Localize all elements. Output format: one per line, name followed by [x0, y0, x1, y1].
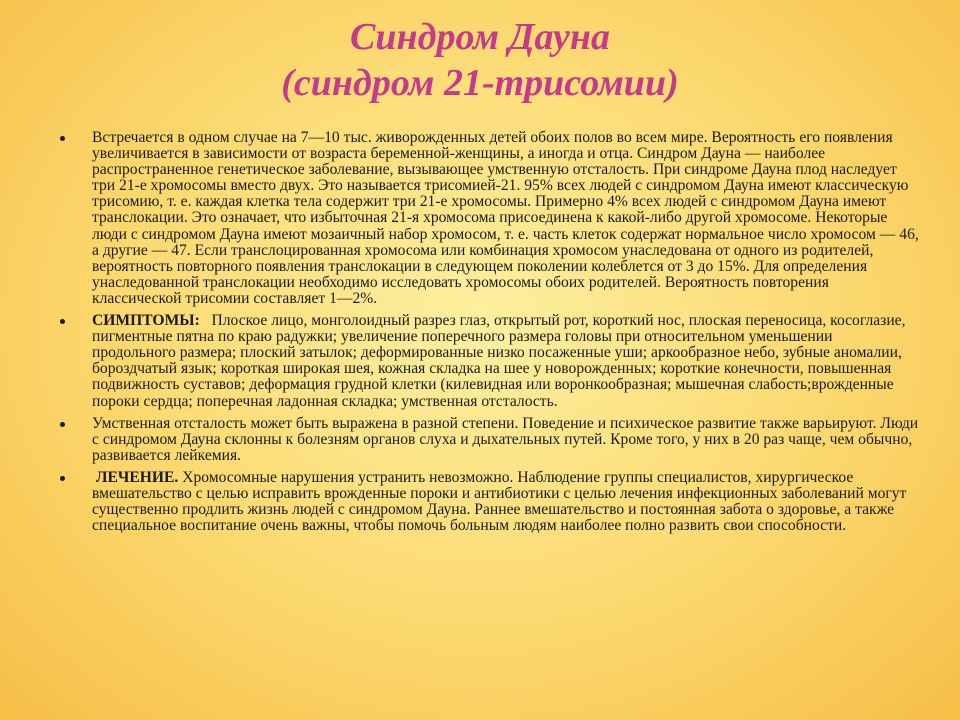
title-line-1: Синдром Дауна [350, 16, 610, 58]
bullet-dot-icon [60, 422, 65, 427]
bullet-prevalence [60, 130, 920, 307]
title-line-2: (синдром 21-трисомии) [281, 62, 679, 104]
slide-title [0, 14, 960, 106]
symptoms-heading: СИМПТОМЫ: [92, 312, 200, 330]
bullet-mental-retardation [60, 416, 920, 464]
bullet-text: Встречается в одном случае на 7—10 тыс. живорожденных детей обоих полов во всем мире. Вероятность его появления увеличивается в зависимости от возраста беременной-женщины, а иногда и отца. Синдром Дауна — наиболее распространенное генетическое заболевание, вызывающее умственную отсталость. При синдроме Дауна плод наследует три 21-е хромосомы вместо двух. Это называется трисомией-21. 95% всех людей с синдромом Дауна имеют классическую трисомию, т. е. каждая клетка тела содержит три 21-е хромосомы. Примерно 4% всех людей с синдромом Дауна имеют транслокации. Это означает, что избыточная 21-я хромосома присоединена к какой-либо другой хромосоме. Некоторые люди с синдромом Дауна имеют мозаичный набор хромосом, т. е. часть клеток содержат нормальное число хромосом — 46, а другие — 47. Если транслоцированная хромосома или комбинация хромосом унаследована от одного из родителей, вероятность повторного появления транслокации в следующем поколении колеблется от 3 до 15%. Для определения унаследованной транслокации необходимо исследовать хромосомы обоих родителей. Вероятность повторения классической трисомии составляет 1—2%. [92, 129, 919, 307]
bullet-dot-icon [60, 136, 65, 141]
bullet-list [60, 130, 920, 540]
bullet-text: Хромосомные нарушения устранить невозможно. Наблюдение группы специалистов, хирургическое вмешательство с целью исправить врожденные пороки и антибиотики с целью лечения инфекционных заболеваний могут существенно продлить жизнь людей с синдромом Дауна. Раннее вмешательство и постоянная забота о здоровье, а также специальное воспитание очень важны, чтобы помочь больным людям наиболее полно развить свои способности. [92, 468, 907, 535]
bullet-dot-icon [60, 476, 65, 481]
bullet-text: Плоское лицо, монголоидный разрез глаз, открытый рот, короткий нос, плоская переносица, косоглазие, пигментные пятна по краю радужки; увеличение поперечного размера головы при относительном уменьшении продольного размера; плоский затылок; деформированные низко посаженные уши; аркообразное небо, зубные аномалии, бороздчатый язык; короткая широкая шея, кожная складка на шее у новорожденных; короткие конечности, повышенная подвижность суставов; деформация грудной клетки (килевидная или воронкообразная; мышечная слабость;врожденные пороки сердца; поперечная ладонная складка; умственная отсталость. [92, 312, 906, 410]
bullet-symptoms [60, 313, 920, 410]
bullet-text: Умственная отсталость может быть выражена в разной степени. Поведение и психическое развитие также варьируют. Люди с синдромом Дауна склонны к болезням органов слуха и дыхательных путей. Кроме того, у них в 20 раз чаще, чем обычно, развивается лейкемия. [92, 414, 919, 464]
bullet-treatment [60, 470, 920, 534]
treatment-heading: ЛЕЧЕНИЕ. [95, 468, 179, 486]
bullet-dot-icon [60, 319, 65, 324]
